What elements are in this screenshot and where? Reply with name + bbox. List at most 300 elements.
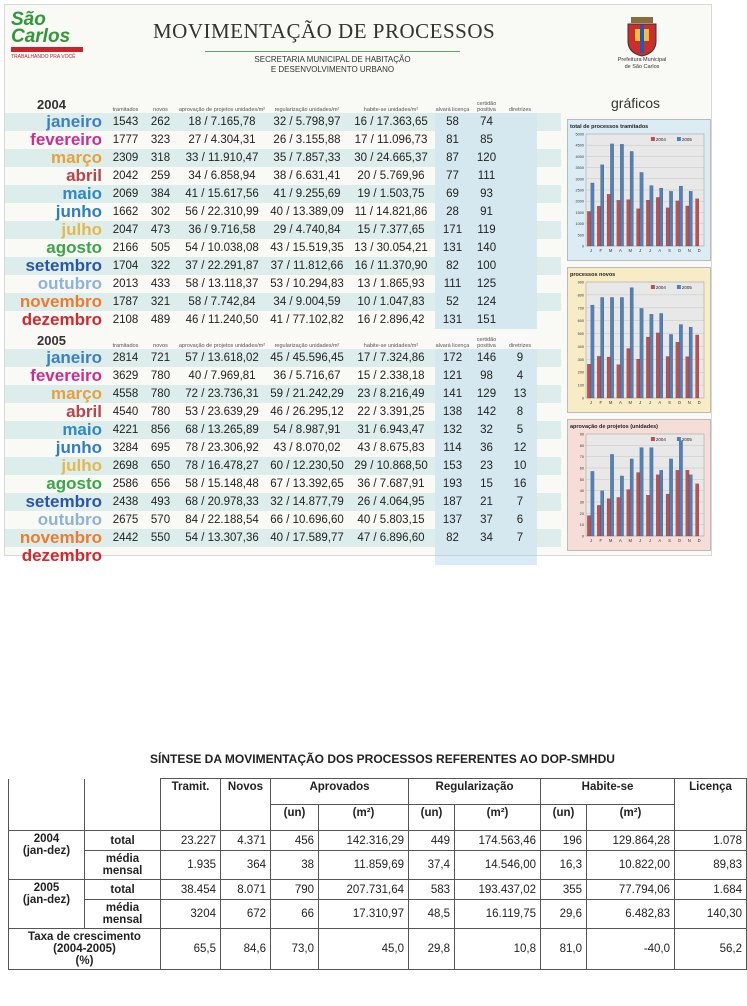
cell-alvara: 193 [435, 475, 470, 493]
month-label: agosto [46, 474, 102, 493]
synthesis-cell: 1.684 [675, 880, 747, 900]
cell-aprov [177, 547, 267, 565]
cell-tram: 2108 [112, 314, 139, 326]
synthesis-cell: 207.731,64 [319, 880, 409, 900]
bar-2004 [607, 357, 610, 398]
coat-of-arms-icon [625, 17, 659, 57]
cell-novos: 780 [150, 406, 171, 418]
y-tick-label: 4500 [575, 143, 584, 148]
cell-tram: 4558 [107, 385, 144, 403]
cell-alvara: 138 [435, 403, 470, 421]
bar-2005 [660, 188, 663, 246]
cell-aprov: 36 / 9.716,58 [177, 221, 267, 239]
cell-novos: 433 [150, 278, 171, 290]
cell-alvara: 121 [435, 367, 470, 385]
row-end [537, 239, 561, 257]
x-tick-label: J [589, 400, 592, 405]
cell-habite: 13 / 30.054,21 [354, 242, 428, 254]
x-tick-label: A [619, 400, 622, 405]
month-label: maio [5, 185, 107, 203]
cell-habite: 20 / 5.769,96 [357, 170, 425, 182]
bar-2004 [656, 333, 659, 398]
synthesis-cell: 56,2 [675, 929, 747, 970]
bar-2004 [646, 200, 649, 246]
label-mensal: mensal [102, 914, 143, 926]
month-row [5, 403, 561, 421]
year-2005-label: 2005 [37, 333, 66, 348]
cell-diretrizes [503, 131, 537, 149]
sao-carlos-logo [11, 11, 103, 83]
month-label: abril [66, 402, 102, 421]
taxa-label-l2: (2004-2005) [53, 943, 116, 955]
synthesis-cell: 66 [271, 900, 319, 929]
x-tick-label: A [658, 538, 662, 543]
cell-regul: 43 / 8.070,02 [273, 442, 341, 454]
cell-novos: 322 [144, 257, 177, 275]
sub-un: (un) [541, 805, 587, 831]
col-header: tramitados [112, 107, 139, 113]
dept-line1: SECRETARIA MUNICIPAL DE HABITAÇÃO [254, 55, 411, 64]
cell-regul: 59 / 21.242,29 [267, 385, 347, 403]
legend-swatch [677, 137, 681, 141]
cell-habite: 19 / 1.503,75 [347, 185, 435, 203]
month-row [5, 293, 561, 311]
cell-regul: 29 / 4.740,84 [267, 221, 347, 239]
cell-regul: 36 / 5.716,67 [273, 370, 341, 382]
cell-diretrizes: 9 [503, 349, 537, 367]
bar-2004 [676, 342, 679, 398]
range-2004: (jan-dez) [22, 845, 71, 857]
cell-diretrizes: 4 [503, 367, 537, 385]
col-header: diretrizes [508, 107, 532, 113]
cell-habite: 16 / 17.363,65 [347, 113, 435, 131]
year-2005: 2005 [33, 882, 60, 894]
cell-diretrizes [503, 113, 537, 131]
cell-aprov: 68 / 20.978,33 [177, 493, 267, 511]
cell-diretrizes [503, 257, 537, 275]
logo-text-line2: Carlos [11, 26, 71, 47]
month-row [5, 275, 561, 293]
synthesis-cell: 3204 [161, 900, 221, 929]
cell-tram: 1543 [107, 113, 144, 131]
x-tick-label: J [639, 248, 642, 253]
bar-2004 [607, 499, 610, 536]
x-tick-label: O [677, 400, 682, 405]
cell-habite: 15 / 7.377,65 [347, 221, 435, 239]
cell-alvara: 28 [435, 203, 470, 221]
cell-diretrizes [503, 203, 537, 221]
row-2004-total [9, 831, 747, 851]
bar-2005 [620, 476, 623, 536]
x-tick-label: M [608, 248, 613, 253]
cell-diretrizes: 5 [503, 421, 537, 439]
cell-regul: 45 / 45.596,45 [267, 349, 347, 367]
cell-tram: 2442 [107, 529, 144, 547]
bar-2004 [617, 200, 620, 246]
cell-diretrizes [503, 547, 537, 565]
cell-certidao: 129 [470, 385, 503, 403]
cell-regul: 54 / 8.987,91 [267, 421, 347, 439]
bar-2005 [630, 288, 633, 398]
cell-aprov: 46 / 11.240,50 [185, 314, 259, 326]
x-tick-label: S [668, 248, 671, 253]
x-tick-label: O [677, 538, 682, 543]
col-header: diretrizes [508, 343, 532, 349]
col-header: alvará licença [435, 107, 470, 113]
synthesis-cell: 37,4 [409, 851, 455, 880]
x-tick-label: N [687, 400, 691, 405]
bar-2005 [660, 470, 663, 536]
chart-svg [568, 420, 710, 550]
cell-diretrizes [503, 293, 537, 311]
cell-habite: 16 / 2.896,42 [357, 314, 425, 326]
cell-aprov: 53 / 23.639,29 [185, 406, 259, 418]
cell-habite: 22 / 3.391,25 [357, 406, 425, 418]
month-row [5, 511, 561, 529]
cell-tram: 2309 [107, 149, 144, 167]
y-tick-label: 1500 [575, 210, 584, 215]
synthesis-cell: 45,0 [319, 929, 409, 970]
legend-label: 2004 [655, 284, 666, 290]
x-tick-label: F [599, 538, 603, 543]
x-tick-label: J [648, 248, 651, 253]
bar-2004 [686, 470, 689, 536]
cell-tram: 1777 [112, 134, 139, 146]
bar-2005 [591, 183, 594, 246]
dept-line2: E DESENVOLVIMENTO URBANO [270, 65, 395, 74]
month-row [5, 185, 561, 203]
synthesis-cell: 142.316,29 [319, 831, 409, 851]
cell-aprov: 78 / 23.306,92 [185, 442, 259, 454]
month-label: janeiro [5, 349, 107, 367]
synthesis-cell: 364 [221, 851, 271, 880]
cell-alvara: 77 [435, 167, 470, 185]
month-label: agosto [46, 238, 102, 257]
row-end [537, 529, 561, 547]
cell-regul: 32 / 14.877,79 [267, 493, 347, 511]
legend-label: 2004 [655, 136, 666, 142]
process-poster [4, 4, 712, 565]
cell-certidao: 146 [470, 349, 503, 367]
cell-novos: 570 [150, 514, 171, 526]
row-end [537, 167, 561, 185]
cell-tram: 4540 [112, 406, 139, 418]
month-label: fevereiro [30, 130, 102, 149]
cell-diretrizes [503, 167, 537, 185]
x-tick-label: D [697, 248, 701, 253]
x-tick-label: S [668, 400, 671, 405]
month-row [5, 311, 561, 329]
y-tick-label: 30 [579, 500, 584, 505]
cell-aprov: 54 / 10.038,08 [185, 242, 259, 254]
month-row [5, 475, 561, 493]
month-row [5, 113, 561, 131]
cell-habite: 29 / 10.868,50 [347, 457, 435, 475]
cell-novos: 302 [150, 206, 171, 218]
row-end [537, 421, 561, 439]
y-tick-label: 0 [581, 534, 584, 539]
synthesis-table [8, 778, 747, 970]
cell-tram: 2047 [107, 221, 144, 239]
cell-habite: 30 / 24.665,37 [347, 149, 435, 167]
synthesis-cell: 73,0 [271, 929, 319, 970]
cell-regul: 67 / 13.392,65 [270, 478, 344, 490]
x-tick-label: N [687, 248, 691, 253]
synthesis-cell: 38.454 [161, 880, 221, 900]
sub-un: (un) [271, 805, 319, 831]
row-end [537, 349, 561, 367]
cell-regul: 60 / 12.230,50 [267, 457, 347, 475]
month-row [5, 203, 561, 221]
cell-certidao: 93 [470, 185, 503, 203]
synthesis-cell: 14.546,00 [455, 851, 541, 880]
cell-novos: 493 [144, 493, 177, 511]
cell-novos: 780 [144, 385, 177, 403]
month-row [5, 493, 561, 511]
x-tick-label: N [687, 538, 691, 543]
cell-alvara: 81 [435, 131, 470, 149]
x-tick-label: D [697, 538, 701, 543]
cell-tram: 1704 [107, 257, 144, 275]
row-2004-media [9, 851, 747, 880]
cell-aprov: 58 / 15.148,48 [185, 478, 259, 490]
synthesis-cell: 29,8 [409, 929, 455, 970]
synthesis-cell: 65,5 [161, 929, 221, 970]
chart-svg [568, 120, 710, 260]
cell-regul: 38 / 6.631,41 [273, 170, 341, 182]
cell-aprov: 34 / 6.858,94 [188, 170, 256, 182]
bar-2004 [676, 470, 679, 536]
cell-novos: 384 [144, 185, 177, 203]
month-row [5, 457, 561, 475]
prefeitura-seal [607, 17, 677, 70]
y-tick-label: 500 [577, 233, 584, 238]
cell-alvara: 153 [435, 457, 470, 475]
legend-label: 2005 [681, 284, 692, 290]
cell-tram: 2166 [112, 242, 139, 254]
cell-certidao: 142 [470, 403, 503, 421]
y-tick-label: 900 [577, 280, 584, 285]
cell-novos: 856 [144, 421, 177, 439]
cell-habite: 15 / 2.338,18 [357, 370, 425, 382]
month-label: novembro [5, 293, 107, 311]
month-label: junho [55, 202, 102, 221]
y-tick-label: 60 [579, 466, 584, 471]
cell-certidao: 34 [470, 529, 503, 547]
year-2004: 2004 [33, 833, 60, 845]
month-label: setembro [5, 493, 107, 511]
bar-2005 [591, 471, 594, 536]
cell-novos: 550 [144, 529, 177, 547]
synthesis-cell: 193.437,02 [455, 880, 541, 900]
row-end [537, 493, 561, 511]
month-label: junho [55, 438, 102, 457]
cell-tram: 1662 [112, 206, 139, 218]
x-tick-label: J [589, 538, 592, 543]
bar-2005 [610, 297, 613, 398]
y-tick-label: 40 [579, 489, 584, 494]
cell-tram: 3284 [112, 442, 139, 454]
row-2005-total [9, 880, 747, 900]
cell-aprov: 68 / 13.265,89 [177, 421, 267, 439]
cell-certidao: 21 [470, 493, 503, 511]
legend-label: 2004 [655, 436, 666, 442]
bar-2004 [646, 495, 649, 536]
y-tick-label: 90 [579, 432, 584, 437]
cell-regul: 35 / 7.857,33 [267, 149, 347, 167]
cell-certidao: 37 [470, 511, 503, 529]
bar-2004 [617, 497, 620, 536]
bar-2005 [601, 491, 604, 536]
year-2004-label: 2004 [37, 97, 66, 112]
bar-2004 [656, 197, 659, 246]
bar-2004 [696, 199, 699, 246]
department-name [205, 51, 460, 75]
synthesis-cell: 29,6 [541, 900, 587, 929]
bar-2004 [587, 211, 590, 246]
col-novos: Novos [221, 779, 271, 831]
cell-habite: 17 / 11.096,73 [354, 134, 428, 146]
row-end [537, 367, 561, 385]
cell-aprov: 56 / 22.310,99 [185, 206, 259, 218]
range-2005: (jan-dez) [22, 894, 71, 906]
synthesis-cell: 77.794,06 [587, 880, 675, 900]
month-row [5, 349, 561, 367]
month-label: abril [66, 166, 102, 185]
legend-swatch [651, 285, 655, 289]
cell-novos: 318 [144, 149, 177, 167]
y-tick-label: 100 [577, 383, 584, 388]
y-tick-label: 400 [577, 344, 584, 349]
row-end [537, 149, 561, 167]
cell-tram: 2069 [107, 185, 144, 203]
col-header: tramitados [112, 343, 139, 349]
row-end [537, 257, 561, 275]
month-row [5, 385, 561, 403]
month-label: dezembro [21, 546, 102, 565]
cell-habite: 36 / 7.687,91 [357, 478, 425, 490]
cell-novos: 656 [150, 478, 171, 490]
bar-2005 [601, 297, 604, 398]
bar-2005 [630, 459, 633, 536]
cell-regul: 26 / 3.155,88 [273, 134, 341, 146]
cell-tram [107, 547, 144, 565]
bar-2004 [686, 206, 689, 246]
cell-certidao: 85 [470, 131, 503, 149]
cell-habite: 13 / 1.865,93 [357, 278, 425, 290]
y-tick-label: 0 [581, 396, 584, 401]
y-tick-label: 500 [577, 332, 584, 337]
row-end [537, 293, 561, 311]
bar-2004 [597, 505, 600, 536]
bar-2004 [597, 206, 600, 246]
cell-aprov: 40 / 7.969,81 [188, 370, 256, 382]
bar-2005 [650, 448, 653, 536]
x-tick-label: F [599, 248, 603, 253]
cell-diretrizes [503, 185, 537, 203]
cell-novos: 321 [144, 293, 177, 311]
cell-diretrizes [503, 149, 537, 167]
y-tick-label: 3500 [575, 166, 584, 171]
col-header: alvará licença [435, 343, 470, 349]
synthesis-cell: 38 [271, 851, 319, 880]
y-tick-label: 800 [577, 293, 584, 298]
month-row [5, 367, 561, 385]
cell-aprov: 72 / 23.736,31 [177, 385, 267, 403]
y-tick-label: 3000 [575, 177, 584, 182]
chart-title: processos novos [570, 272, 616, 278]
y-tick-label: 2500 [575, 188, 584, 193]
col-header: regularização unidades/m² [274, 343, 340, 349]
x-tick-label: O [677, 248, 682, 253]
cell-alvara: 187 [435, 493, 470, 511]
row-end [537, 275, 561, 293]
bar-2005 [620, 144, 623, 246]
synthesis-cell: 84,6 [221, 929, 271, 970]
row-end [537, 547, 561, 565]
col-tramit: Tramit. [161, 779, 221, 831]
cell-alvara: 82 [435, 257, 470, 275]
chart-2 [567, 267, 711, 413]
cell-diretrizes: 7 [503, 529, 537, 547]
bar-2005 [689, 475, 692, 536]
cell-regul: 40 / 17.589,77 [267, 529, 347, 547]
chart-title: aprovação de projetos (unidades) [570, 424, 659, 430]
cell-diretrizes: 16 [503, 475, 537, 493]
synthesis-cell: -40,0 [587, 929, 675, 970]
row-taxa [9, 929, 747, 970]
cell-certidao: 100 [470, 257, 503, 275]
x-tick-label: J [648, 538, 651, 543]
cell-aprov: 57 / 13.618,02 [177, 349, 267, 367]
bar-2004 [696, 335, 699, 398]
chart-1 [567, 119, 711, 261]
month-label: fevereiro [30, 366, 102, 385]
month-row [5, 547, 561, 565]
cell-certidao: 91 [470, 203, 503, 221]
cell-tram: 2586 [112, 478, 139, 490]
col-header: habite-se unidades/m² [363, 107, 419, 113]
synthesis-cell: 140,30 [675, 900, 747, 929]
bar-2004 [637, 359, 640, 398]
cell-diretrizes [503, 311, 537, 329]
logo-red-bar [11, 47, 83, 52]
cell-certidao: 119 [470, 221, 503, 239]
synthesis-cell: 449 [409, 831, 455, 851]
cell-aprov: 27 / 4.304,31 [188, 134, 256, 146]
legend-swatch [651, 137, 655, 141]
synthesis-cell: 10,8 [455, 929, 541, 970]
row-end [537, 457, 561, 475]
cell-certidao: 36 [470, 439, 503, 457]
cell-diretrizes [503, 275, 537, 293]
month-row [5, 421, 561, 439]
cell-tram: 3629 [112, 370, 139, 382]
cell-alvara: 69 [435, 185, 470, 203]
bar-2004 [656, 475, 659, 536]
synthesis-cell: 174.563,46 [455, 831, 541, 851]
x-tick-label: A [619, 248, 622, 253]
y-tick-label: 600 [577, 319, 584, 324]
cell-certidao: 74 [470, 113, 503, 131]
y-tick-label: 80 [579, 443, 584, 448]
label-media: média [105, 853, 140, 865]
month-row [5, 131, 561, 149]
y-tick-label: 1000 [575, 222, 584, 227]
bar-2004 [617, 365, 620, 398]
month-row [5, 239, 561, 257]
row-end [537, 403, 561, 421]
